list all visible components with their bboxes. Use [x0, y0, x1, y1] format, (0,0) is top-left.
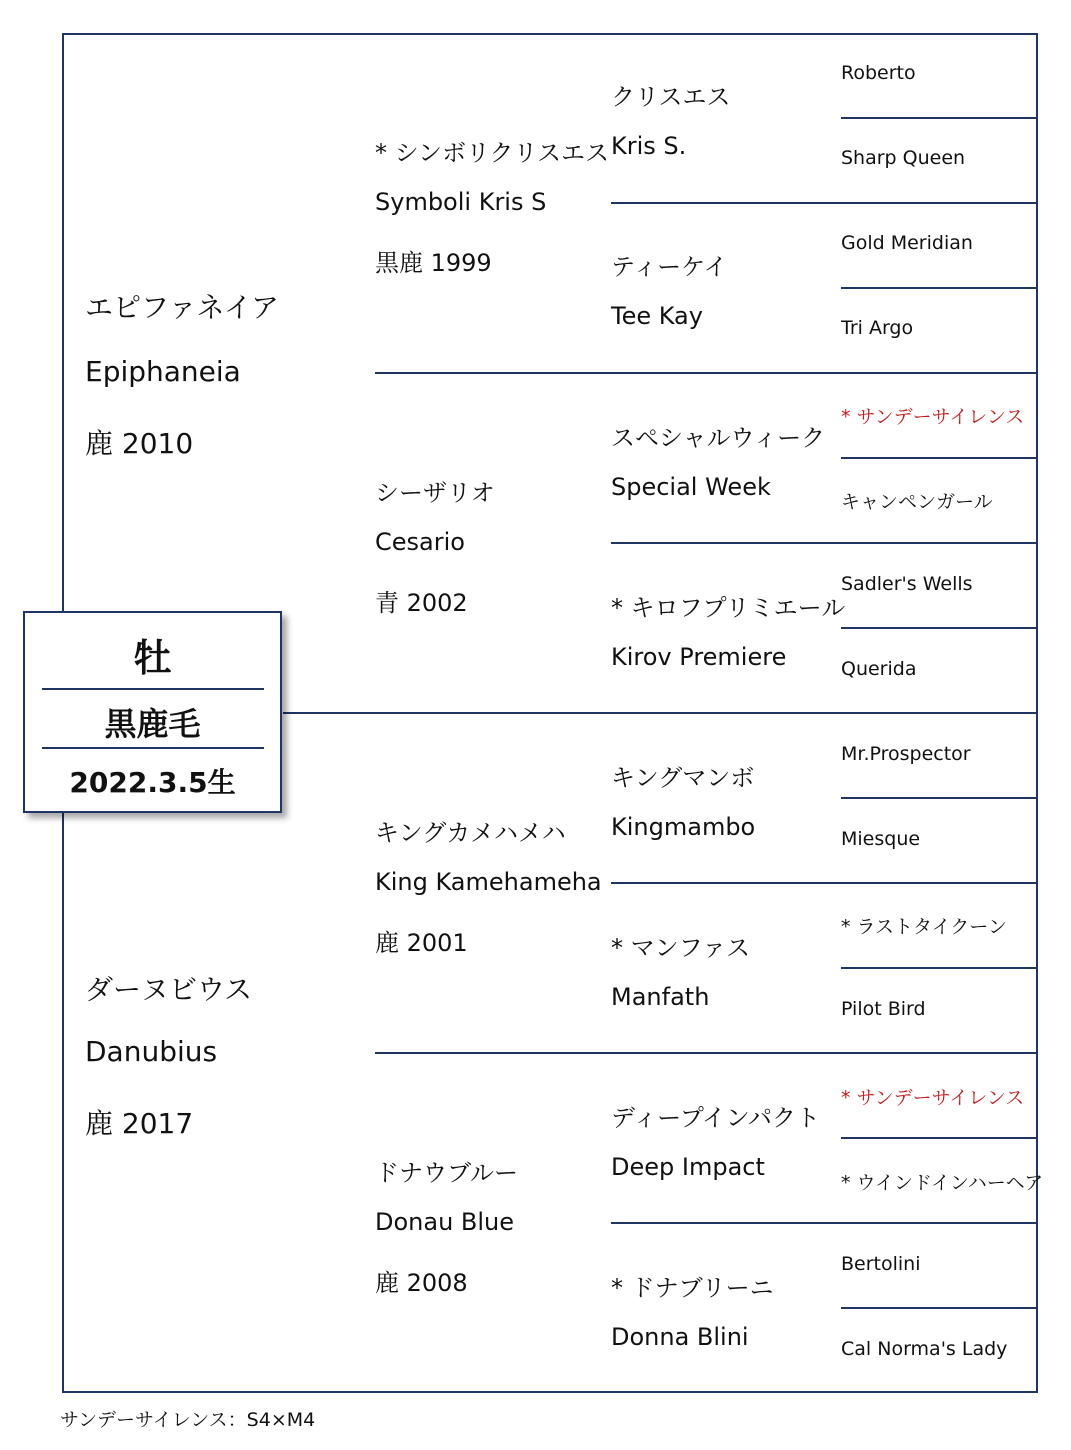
- sire-name-jp: エピファネイア: [85, 291, 280, 324]
- divider-g4: [841, 117, 1038, 119]
- sire-name-en: Epiphaneia: [85, 355, 241, 388]
- g4-name: Roberto: [841, 62, 916, 84]
- g2-name-jp: * シンボリクリスエス: [375, 139, 610, 167]
- g3-name-en: Deep Impact: [611, 1153, 765, 1181]
- subject-color: 黒鹿毛: [104, 705, 201, 743]
- dam-info: 鹿 2017: [85, 1107, 194, 1140]
- g2-name-en: Symboli Kris S: [375, 188, 547, 216]
- g3-name-en: Donna Blini: [611, 1323, 749, 1351]
- subject-divider: [42, 747, 264, 749]
- g3-name-jp: * マンファス: [611, 934, 751, 962]
- dam-name-jp: ダーヌビウス: [85, 973, 253, 1006]
- g3-name-jp: キングマンボ: [611, 764, 755, 792]
- g4-name: キャンペンガール: [841, 491, 993, 513]
- g3-name-en: Special Week: [611, 473, 771, 501]
- g3-name-en: Kris S.: [611, 132, 687, 160]
- g4-name: Pilot Bird: [841, 998, 926, 1020]
- g3-name-en: Manfath: [611, 983, 710, 1011]
- divider-g4: [841, 287, 1038, 289]
- divider-g4: [841, 1137, 1038, 1139]
- divider-g3: [611, 542, 1038, 544]
- g4-name-highlight: * サンデーサイレンス: [841, 406, 1025, 428]
- g4-name: Cal Norma's Lady: [841, 1338, 1008, 1360]
- g2-info: 黒鹿 1999: [375, 249, 492, 277]
- divider-g4: [841, 797, 1038, 799]
- g3-name-jp: ティーケイ: [611, 253, 728, 281]
- divider-g2: [375, 1052, 1038, 1054]
- g4-name: * ウインドインハーヘア: [841, 1172, 1044, 1194]
- divider-g4: [841, 627, 1038, 629]
- g3-name-jp: * ドナブリーニ: [611, 1274, 774, 1302]
- divider-g4: [841, 967, 1038, 969]
- subject-birth: 2022.3.5生: [69, 766, 236, 799]
- g3-name-en: Tee Kay: [611, 302, 703, 330]
- g2-name-en: King Kamehameha: [375, 868, 602, 896]
- g2-name-jp: ドナウブルー: [375, 1159, 519, 1187]
- subject-divider: [42, 688, 264, 690]
- subject-sex: 牡: [133, 636, 172, 680]
- g3-name-jp: クリスエス: [611, 83, 731, 111]
- g2-info: 鹿 2001: [375, 929, 468, 957]
- g4-name-highlight: * サンデーサイレンス: [841, 1087, 1025, 1109]
- g2-name-jp: シーザリオ: [375, 479, 495, 507]
- g3-name-jp: ディープインパクト: [611, 1104, 821, 1132]
- dam-name-en: Danubius: [85, 1035, 218, 1068]
- g4-name: Bertolini: [841, 1253, 921, 1275]
- divider-g3: [611, 1222, 1038, 1224]
- g2-info: 鹿 2008: [375, 1269, 468, 1297]
- inbreeding-footnote: サンデーサイレンス：S4×M4: [60, 1409, 316, 1431]
- subject-box: [23, 611, 282, 813]
- g2-name-en: Cesario: [375, 528, 465, 556]
- g2-name-jp: キングカメハメハ: [375, 819, 566, 847]
- g3-name-en: Kingmambo: [611, 813, 756, 841]
- sire-info: 鹿 2010: [85, 427, 194, 460]
- g2-name-en: Donau Blue: [375, 1208, 515, 1236]
- divider-g4: [841, 1307, 1038, 1309]
- g4-name: Mr.Prospector: [841, 743, 971, 765]
- divider-g1: [283, 712, 1038, 714]
- g4-name: Sadler's Wells: [841, 573, 973, 595]
- divider-g4: [841, 457, 1038, 459]
- g3-name-jp: スペシャルウィーク: [611, 424, 826, 452]
- g4-name: * ラストタイクーン: [841, 916, 1007, 938]
- g2-info: 青 2002: [375, 589, 468, 617]
- g4-name: Gold Meridian: [841, 232, 973, 254]
- g4-name: Sharp Queen: [841, 147, 966, 169]
- g4-name: Miesque: [841, 828, 921, 850]
- g4-name: Querida: [841, 658, 917, 680]
- g3-name-jp: * キロフプリミエール: [611, 594, 846, 622]
- divider-g2: [375, 372, 1038, 374]
- g3-name-en: Kirov Premiere: [611, 643, 787, 671]
- g4-name: Tri Argo: [841, 317, 914, 339]
- divider-g3: [611, 202, 1038, 204]
- divider-g3: [611, 882, 1038, 884]
